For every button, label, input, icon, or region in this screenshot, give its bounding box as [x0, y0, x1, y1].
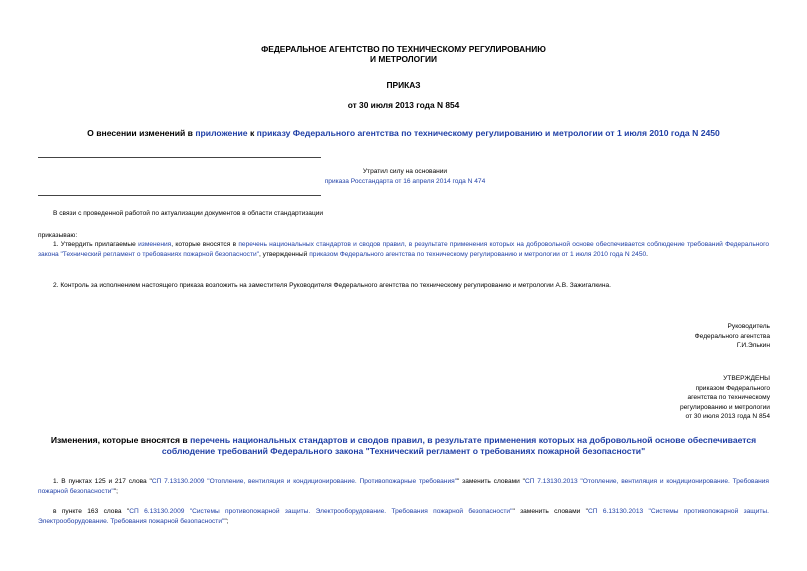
- approved-line1: УТВЕРЖДЕНЫ: [723, 375, 770, 382]
- approved-line3: агентства по техническому: [687, 394, 770, 402]
- change2-text-c: ";: [224, 517, 229, 525]
- change2-link-new[interactable]: СП 6.13130.2013 "Системы противопожарной защиты. Электрооборудование. Требования пожарной безопасности": [38, 508, 769, 525]
- title-middle: к: [247, 128, 257, 138]
- item1-text-d: .: [646, 250, 649, 258]
- agency-header: [0, 44, 807, 64]
- signature-line2: Федерального агентства: [694, 332, 770, 340]
- title-link-appendix[interactable]: приложение: [195, 128, 248, 138]
- item1-link-order[interactable]: приказом Федерального агентства по техническому регулированию и метрологии от 1 июля 2010 года N 2450: [309, 250, 647, 258]
- change2-text-b: " заменить словами ": [512, 508, 588, 515]
- change-item-1: [38, 477, 769, 496]
- divider-top: [38, 157, 321, 158]
- order-item-1: [38, 240, 769, 259]
- intro-text: В связи с проведенной работой по актуализации документов в области стандартизации: [53, 210, 324, 217]
- status-note-link[interactable]: приказа Росстандарта от 16 апреля 2014 года N 474: [324, 177, 486, 185]
- item1-link-list[interactable]: перечень национальных стандартов и сводов правил, в результате применения которых на добровольной основе обеспечивается соблюдение требований Федерального закона "Технический регламент о требованиях пожарной безопасности": [38, 241, 769, 258]
- approved-block: [560, 374, 770, 422]
- title-prefix: О внесении изменений в: [87, 128, 196, 138]
- order-item-2: 2. Контроль за исполнением настоящего приказа возложить на заместителя Руководителя Федерального агентства по техническому регулированию и метрологии А.В. Зажигалкина.: [53, 282, 611, 289]
- doc-type: ПРИКАЗ: [386, 80, 421, 90]
- change1-link-new[interactable]: СП 7.13130.2013 "Отопление, вентиляция и кондиционирование. Требования пожарной безопасности": [38, 478, 770, 495]
- annex-title-link[interactable]: перечень национальных стандартов и сводов правил, в результате применения которых на добровольной основе обеспечивается соблюдение требований Федерального закона "Технический регламент о требованиях пожарной безопасности": [161, 435, 757, 456]
- item1-text-a: 1. Утвердить прилагаемые: [53, 241, 139, 248]
- doc-date-number: от 30 июля 2013 года N 854: [347, 100, 460, 110]
- order-word: приказываю:: [38, 232, 78, 239]
- divider-bottom: [38, 195, 321, 196]
- annex-title-prefix: Изменения, которые вносятся в: [50, 435, 191, 445]
- signature-block: [560, 322, 770, 351]
- doc-title: [0, 128, 807, 139]
- change1-text-b: " заменить словами ": [457, 478, 525, 485]
- change2-text-a: в пункте 163 слова ": [53, 508, 130, 515]
- agency-line1: ФЕДЕРАЛЬНОЕ АГЕНТСТВО ПО ТЕХНИЧЕСКОМУ РЕГУЛИРОВАНИЮ: [261, 44, 546, 54]
- change-item-2: [38, 507, 769, 526]
- title-link-order[interactable]: приказу Федерального агентства по техническому регулированию и метрологии от 1 июля 2010 года N 2450: [256, 128, 720, 138]
- change1-link-old[interactable]: СП 7.13130.2009 "Отопление, вентиляция и кондиционирование. Противопожарные требования": [151, 478, 458, 485]
- item1-link-changes[interactable]: изменения: [138, 241, 172, 248]
- item1-text-c: , утвержденный: [258, 250, 310, 258]
- item1-text-b: , которые вносятся в: [171, 241, 239, 248]
- agency-line2: И МЕТРОЛОГИИ: [370, 54, 437, 64]
- change2-link-old[interactable]: СП 6.13130.2009 "Системы противопожарной защиты. Электрооборудование. Требования пожарной безопасности": [129, 508, 513, 515]
- signature-line1: Руководитель: [727, 323, 770, 330]
- change1-text-a: 1. В пунктах 125 и 217 слова ": [53, 478, 152, 485]
- annex-title: [30, 435, 777, 457]
- approved-line5: от 30 июля 2013 года N 854: [685, 413, 770, 421]
- approved-line2: приказом Федерального: [695, 384, 770, 392]
- change1-text-c: ";: [113, 487, 118, 495]
- status-note: [220, 167, 590, 186]
- approved-line4: регулированию и метрологии: [679, 403, 770, 411]
- status-note-text: Утратил силу на основании: [362, 168, 448, 175]
- signature-line3: Г.И.Элькин: [736, 342, 770, 350]
